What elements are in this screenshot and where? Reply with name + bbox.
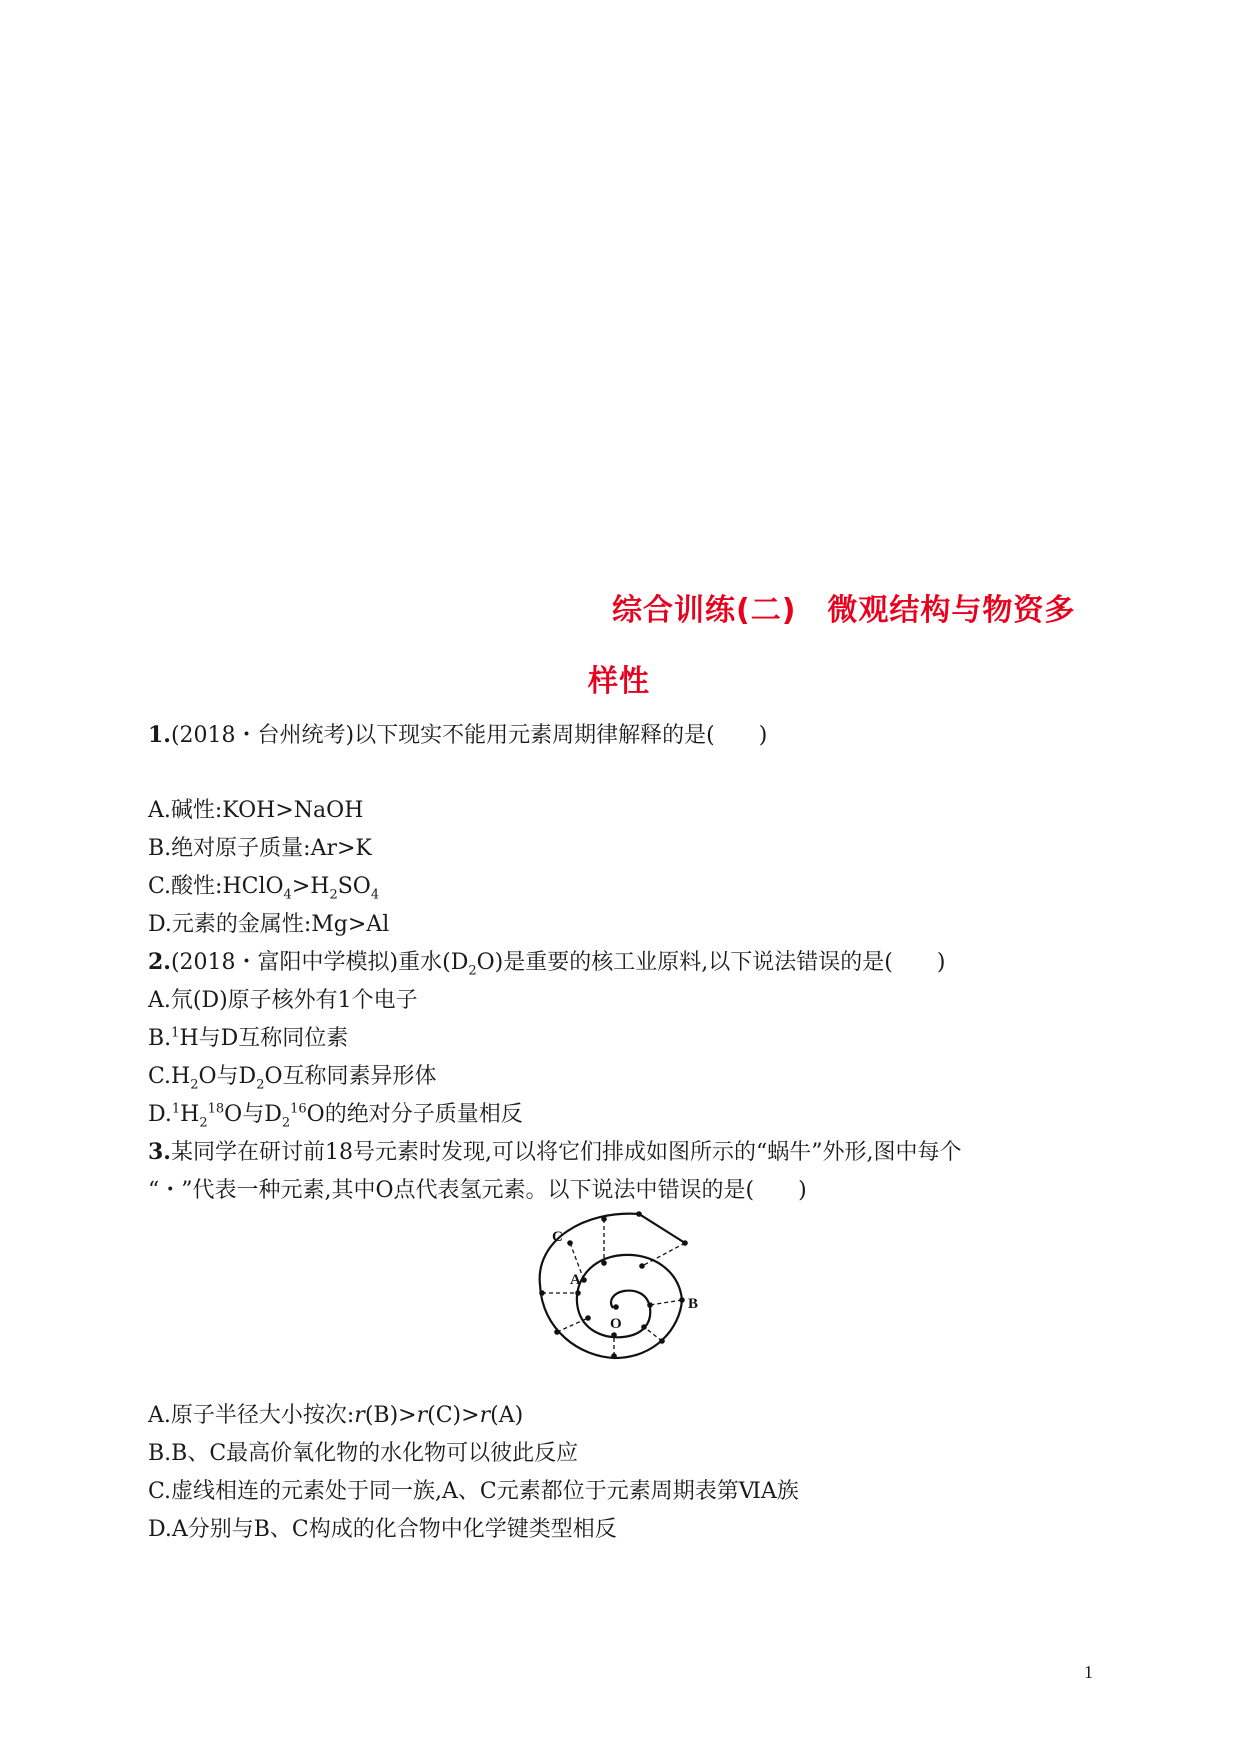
title-line-2: 样性 (588, 664, 650, 699)
q2-option-c-text: O互称同素异形体 (264, 1064, 437, 1089)
question-3-stem-line-1 (148, 1135, 961, 1166)
subscript: 2 (256, 1077, 265, 1093)
q3-option-a-text: A.原子半径大小按次: (148, 1403, 355, 1428)
q1-option-a: A.碱性:KOH>NaOH (148, 798, 364, 823)
q1-option-d: D.元素的金属性:Mg>Al (148, 912, 390, 937)
subscript: 4 (370, 887, 380, 903)
q1-option-c-text: C.酸性:HClO (148, 874, 284, 899)
q1-option-c-text: SO (337, 874, 371, 899)
q3-option-c: C.虚线相连的元素处于同一族,A、C元素都位于元素周期表第ⅥA族 (148, 1479, 799, 1504)
q1-option-c (148, 869, 379, 902)
snail-diagram (530, 1205, 720, 1365)
q3-option-b: B.B、C最高价氧化物的水化物可以彼此反应 (148, 1441, 579, 1466)
question-1-stem (148, 718, 767, 749)
superscript: 18 (207, 1101, 225, 1117)
superscript: 1 (171, 1101, 181, 1117)
label-a: A (570, 1272, 581, 1288)
q2-option-c-text: C.H (148, 1064, 191, 1089)
q2-option-b-prefix: B. (148, 1026, 172, 1051)
label-o: O (610, 1316, 622, 1332)
page-number: 1 (1084, 1662, 1093, 1682)
q3-option-a (148, 1398, 523, 1429)
question-2-number: 2. (148, 949, 171, 975)
question-1-text: (2018・台州统考)以下现实不能用元素周期律解释的是( ) (170, 723, 768, 748)
subscript: 2 (199, 1115, 208, 1131)
question-3-text: 某同学在研讨前18号元素时发现,可以将它们排成如图所示的“蜗牛”外形,图中每个 (170, 1140, 962, 1165)
q3-option-d: D.A分别与B、C构成的化合物中化学键类型相反 (148, 1517, 617, 1542)
question-2-text: O)是重要的核工业原料,以下说法错误的是( ) (476, 950, 946, 975)
subscript: 4 (283, 887, 292, 903)
q2-option-b (148, 1021, 348, 1052)
q2-option-d-text: D. (148, 1102, 172, 1127)
q2-option-b-text: H与D互称同位素 (179, 1026, 349, 1051)
q3-option-a-variable: r (479, 1403, 491, 1428)
subscript: 2 (190, 1077, 199, 1093)
title-line-1: 综合训练(二) 微观结构与物资多 (612, 593, 1076, 628)
q3-option-a-text: (A) (490, 1403, 524, 1428)
question-2-text: (2018・富阳中学模拟)重水(D (170, 950, 469, 975)
q2-option-d-text: O的绝对分子质量相反 (306, 1102, 523, 1127)
q2-option-d (148, 1097, 523, 1130)
label-b: B (688, 1296, 699, 1312)
superscript: 16 (290, 1101, 307, 1117)
q2-option-d-text: H (180, 1102, 200, 1127)
label-c: C (552, 1229, 563, 1245)
question-3-stem-line-2: “・”代表一种元素,其中O点代表氢元素。以下说法中错误的是( ) (148, 1178, 807, 1203)
subscript: 2 (329, 887, 338, 903)
q3-option-a-variable: r (354, 1403, 365, 1428)
question-1-number: 1. (148, 722, 171, 748)
question-2-stem (148, 945, 945, 978)
q2-option-c-text: O与D (198, 1064, 257, 1089)
q3-option-a-variable: r (416, 1403, 428, 1428)
subscript: 2 (281, 1115, 291, 1131)
q1-option-b: B.绝对原子质量:Ar>K (148, 836, 372, 861)
q1-option-c-text: >H (291, 874, 330, 899)
q2-option-c (148, 1059, 437, 1092)
q2-option-a: A.氘(D)原子核外有1个电子 (148, 988, 418, 1013)
q2-option-d-text: O与D (224, 1102, 282, 1127)
superscript: 1 (171, 1025, 180, 1041)
q3-option-a-text: (B)> (364, 1403, 417, 1428)
q3-option-a-text: (C)> (427, 1403, 480, 1428)
question-3-number: 3. (148, 1139, 171, 1165)
inner-spiral-curve (577, 1255, 682, 1337)
subscript: 2 (468, 963, 477, 979)
